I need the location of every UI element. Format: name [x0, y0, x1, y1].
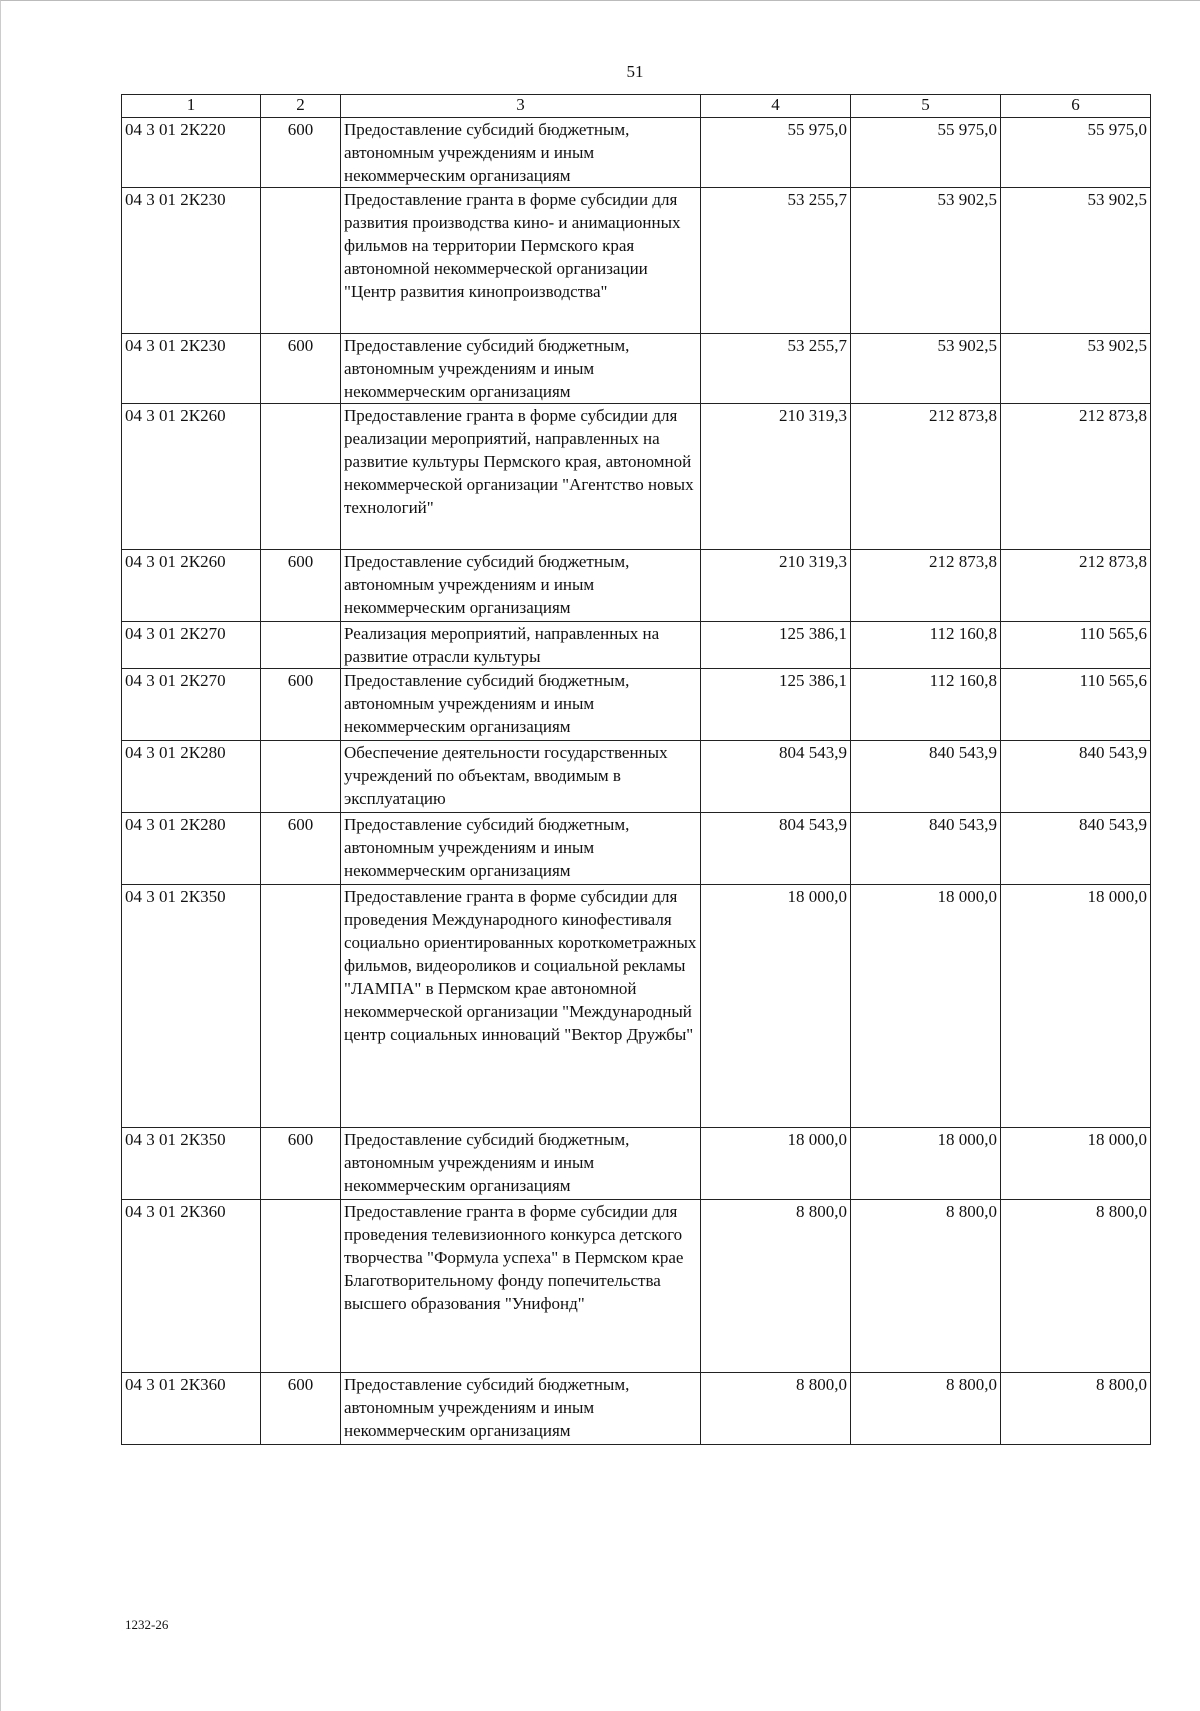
table-row: [122, 622, 1151, 669]
amount-column-6: 53 902,5: [1001, 188, 1151, 334]
amount-column-4: 18 000,0: [701, 885, 851, 1128]
table-row: [122, 813, 1151, 885]
expense-type-code: 600: [261, 1128, 341, 1200]
amount-column-5: 840 543,9: [851, 813, 1001, 885]
amount-column-6: 212 873,8: [1001, 550, 1151, 622]
table-body: [122, 118, 1151, 1445]
target-article-code: 04 3 01 2К270: [122, 622, 261, 669]
item-name: Предоставление субсидий бюджетным, автономным учреждениям и иным некоммерческим организациям: [341, 550, 701, 622]
item-name: Предоставление субсидий бюджетным, автономным учреждениям и иным некоммерческим организациям: [341, 1128, 701, 1200]
page-number: 51: [626, 62, 644, 81]
header-row: [122, 95, 1151, 118]
expense-type-code: [261, 404, 341, 550]
amount-column-4: 53 255,7: [701, 188, 851, 334]
amount-column-6: 53 902,5: [1001, 334, 1151, 404]
item-name: Предоставление гранта в форме субсидии для проведения Международного кинофестиваля социально ориентированных короткометражных фильмов, видеороликов и социальной рекламы "ЛАМПА" в Пермском крае автономной некоммерческой организации "Международный центр социальных инноваций "Вектор Дружбы": [341, 885, 701, 1128]
table-header: [122, 95, 1151, 118]
column-header-6: 6: [1001, 95, 1151, 118]
column-header-4: 4: [701, 95, 851, 118]
amount-column-6: 8 800,0: [1001, 1373, 1151, 1445]
item-name: Предоставление субсидий бюджетным, автономным учреждениям и иным некоммерческим организациям: [341, 813, 701, 885]
amount-column-5: 53 902,5: [851, 334, 1001, 404]
amount-column-4: 8 800,0: [701, 1200, 851, 1373]
amount-column-5: 8 800,0: [851, 1373, 1001, 1445]
amount-column-6: 55 975,0: [1001, 118, 1151, 188]
item-name: Реализация мероприятий, направленных на развитие отрасли культуры: [341, 622, 701, 669]
column-header-5: 5: [851, 95, 1001, 118]
amount-column-5: 112 160,8: [851, 622, 1001, 669]
expense-type-code: [261, 188, 341, 334]
amount-column-4: 210 319,3: [701, 404, 851, 550]
amount-column-4: 18 000,0: [701, 1128, 851, 1200]
table-row: [122, 118, 1151, 188]
amount-column-5: 53 902,5: [851, 188, 1001, 334]
amount-column-6: 840 543,9: [1001, 741, 1151, 813]
item-name: Обеспечение деятельности государственных учреждений по объектам, вводимым в эксплуатацию: [341, 741, 701, 813]
amount-column-6: 18 000,0: [1001, 1128, 1151, 1200]
amount-column-4: 125 386,1: [701, 622, 851, 669]
target-article-code: 04 3 01 2К260: [122, 404, 261, 550]
amount-column-6: 110 565,6: [1001, 669, 1151, 741]
expense-type-code: 600: [261, 669, 341, 741]
item-name: Предоставление гранта в форме субсидии для проведения телевизионного конкурса детского творчества "Формула успеха" в Пермском крае Благотворительному фонду попечительства высшего образования "Унифонд": [341, 1200, 701, 1373]
amount-column-5: 112 160,8: [851, 669, 1001, 741]
table-row: [122, 1128, 1151, 1200]
table-row: [122, 1373, 1151, 1445]
document-footer-code: 1232-26: [125, 1617, 169, 1632]
target-article-code: 04 3 01 2К350: [122, 885, 261, 1128]
budget-table: [121, 94, 1151, 1445]
item-name: Предоставление субсидий бюджетным, автономным учреждениям и иным некоммерческим организациям: [341, 334, 701, 404]
target-article-code: 04 3 01 2К280: [122, 741, 261, 813]
target-article-code: 04 3 01 2К270: [122, 669, 261, 741]
amount-column-5: 840 543,9: [851, 741, 1001, 813]
table-row: [122, 885, 1151, 1128]
amount-column-6: 212 873,8: [1001, 404, 1151, 550]
table-row: [122, 188, 1151, 334]
amount-column-4: 125 386,1: [701, 669, 851, 741]
expense-type-code: 600: [261, 1373, 341, 1445]
amount-column-6: 18 000,0: [1001, 885, 1151, 1128]
item-name: Предоставление субсидий бюджетным, автономным учреждениям и иным некоммерческим организациям: [341, 669, 701, 741]
amount-column-4: 210 319,3: [701, 550, 851, 622]
expense-type-code: 600: [261, 550, 341, 622]
amount-column-5: 18 000,0: [851, 885, 1001, 1128]
amount-column-4: 55 975,0: [701, 118, 851, 188]
column-header-3: 3: [341, 95, 701, 118]
item-name: Предоставление субсидий бюджетным, автономным учреждениям и иным некоммерческим организациям: [341, 118, 701, 188]
item-name: Предоставление субсидий бюджетным, автономным учреждениям и иным некоммерческим организациям: [341, 1373, 701, 1445]
expense-type-code: 600: [261, 813, 341, 885]
target-article-code: 04 3 01 2К360: [122, 1373, 261, 1445]
amount-column-5: 8 800,0: [851, 1200, 1001, 1373]
column-header-2: 2: [261, 95, 341, 118]
target-article-code: 04 3 01 2К220: [122, 118, 261, 188]
amount-column-5: 212 873,8: [851, 550, 1001, 622]
table-row: [122, 669, 1151, 741]
amount-column-5: 212 873,8: [851, 404, 1001, 550]
column-header-1: 1: [122, 95, 261, 118]
target-article-code: 04 3 01 2К260: [122, 550, 261, 622]
amount-column-4: 53 255,7: [701, 334, 851, 404]
expense-type-code: 600: [261, 334, 341, 404]
amount-column-6: 8 800,0: [1001, 1200, 1151, 1373]
target-article-code: 04 3 01 2К230: [122, 188, 261, 334]
expense-type-code: [261, 622, 341, 669]
expense-type-code: [261, 885, 341, 1128]
amount-column-4: 8 800,0: [701, 1373, 851, 1445]
table-row: [122, 334, 1151, 404]
amount-column-4: 804 543,9: [701, 813, 851, 885]
expense-type-code: [261, 1200, 341, 1373]
target-article-code: 04 3 01 2К350: [122, 1128, 261, 1200]
amount-column-5: 55 975,0: [851, 118, 1001, 188]
amount-column-6: 840 543,9: [1001, 813, 1151, 885]
item-name: Предоставление гранта в форме субсидии для реализации мероприятий, направленных на развитие культуры Пермского края, автономной некоммерческой организации "Агентство новых технологий": [341, 404, 701, 550]
expense-type-code: 600: [261, 118, 341, 188]
amount-column-6: 110 565,6: [1001, 622, 1151, 669]
table-row: [122, 1200, 1151, 1373]
amount-column-5: 18 000,0: [851, 1128, 1001, 1200]
target-article-code: 04 3 01 2К360: [122, 1200, 261, 1373]
amount-column-4: 804 543,9: [701, 741, 851, 813]
table-row: [122, 741, 1151, 813]
expense-type-code: [261, 741, 341, 813]
table-row: [122, 550, 1151, 622]
target-article-code: 04 3 01 2К280: [122, 813, 261, 885]
table-row: [122, 404, 1151, 550]
item-name: Предоставление гранта в форме субсидии для развития производства кино- и анимационных фильмов на территории Пермского края автономной некоммерческой организации "Центр развития кинопроизводства": [341, 188, 701, 334]
target-article-code: 04 3 01 2К230: [122, 334, 261, 404]
